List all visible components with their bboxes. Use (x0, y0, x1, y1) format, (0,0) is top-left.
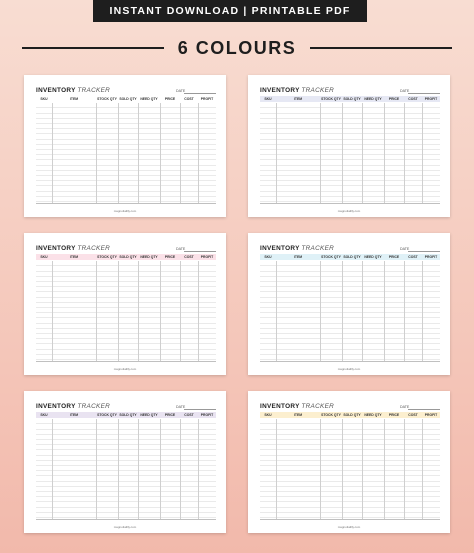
column-header: NEED QTY (364, 413, 382, 417)
column-header: PROFIT (424, 97, 438, 101)
column-header-row (260, 412, 440, 418)
column-divider (118, 261, 119, 361)
sheet-title (36, 245, 110, 252)
column-divider (320, 103, 321, 203)
column-divider (362, 103, 363, 203)
column-divider (160, 103, 161, 203)
heading-title: 6 COLOURS (177, 37, 297, 58)
column-header: NEED QTY (364, 255, 382, 259)
column-header: ITEM (69, 97, 79, 101)
column-header: SKU (40, 255, 48, 259)
column-divider (342, 261, 343, 361)
date-label: DATE (400, 405, 410, 409)
column-divider (422, 419, 423, 519)
table-rows (36, 103, 216, 204)
column-header: ITEM (69, 413, 79, 417)
sheet-title-bold: INVENTORY (260, 245, 300, 252)
column-divider (384, 419, 385, 519)
column-header: SKU (264, 97, 272, 101)
sheet-footer: magnolialilly.com (337, 367, 361, 371)
column-header: SOLD QTY (343, 97, 361, 101)
sheet-title-italic: TRACKER (77, 403, 111, 410)
column-header: PROFIT (200, 255, 214, 259)
column-header: COST (408, 413, 418, 417)
column-header: SOLD QTY (343, 413, 361, 417)
column-header: PRICE (164, 413, 176, 417)
sheet-title (36, 87, 110, 94)
column-header: COST (184, 413, 194, 417)
column-header: SOLD QTY (119, 97, 137, 101)
column-header: PRICE (388, 255, 400, 259)
column-divider (180, 103, 181, 203)
sheet-footer: magnolialilly.com (337, 209, 361, 213)
column-header: SKU (264, 413, 272, 417)
column-divider (362, 261, 363, 361)
sheet-title-bold: INVENTORY (36, 245, 76, 252)
column-header: ITEM (293, 97, 303, 101)
column-divider (96, 261, 97, 361)
sheet-title-bold: INVENTORY (260, 403, 300, 410)
date-label: DATE (176, 405, 186, 409)
sheet-footer: magnolialilly.com (113, 525, 137, 529)
column-header: PROFIT (200, 97, 214, 101)
heading-right-rule (310, 47, 452, 49)
sheet-title (260, 245, 334, 252)
column-header: COST (184, 97, 194, 101)
date-field-line (408, 93, 440, 94)
column-divider (96, 103, 97, 203)
column-header: NEED QTY (140, 255, 158, 259)
column-header: PRICE (164, 97, 176, 101)
column-divider (52, 103, 53, 203)
sheet-title-bold: INVENTORY (36, 403, 76, 410)
column-header: SKU (40, 97, 48, 101)
column-divider (276, 261, 277, 361)
column-header: ITEM (293, 413, 303, 417)
column-header: NEED QTY (140, 97, 158, 101)
heading-row (22, 36, 452, 60)
column-divider (384, 261, 385, 361)
column-header: STOCK QTY (97, 255, 117, 259)
column-divider (384, 103, 385, 203)
column-divider (404, 419, 405, 519)
column-header: STOCK QTY (97, 413, 117, 417)
sheet-footer: magnolialilly.com (113, 367, 137, 371)
column-divider (320, 419, 321, 519)
column-divider (52, 419, 53, 519)
column-header: ITEM (69, 255, 79, 259)
heading-left-rule (22, 47, 164, 49)
table-rows (260, 103, 440, 204)
column-header: SOLD QTY (343, 255, 361, 259)
column-divider (96, 419, 97, 519)
column-divider (342, 103, 343, 203)
column-divider (180, 261, 181, 361)
sheet-title-bold: INVENTORY (36, 87, 76, 94)
column-divider (160, 261, 161, 361)
date-field-line (184, 251, 216, 252)
column-divider (422, 261, 423, 361)
table-rows (36, 419, 216, 520)
column-header-row (36, 254, 216, 260)
date-label: DATE (176, 89, 186, 93)
sheet-title-italic: TRACKER (301, 87, 335, 94)
column-header: PROFIT (424, 255, 438, 259)
column-header-row (36, 96, 216, 102)
tracker-sheet-cream (248, 391, 450, 533)
column-header: SKU (264, 255, 272, 259)
column-header: STOCK QTY (321, 413, 341, 417)
column-divider (198, 261, 199, 361)
column-header: PRICE (388, 413, 400, 417)
date-field-line (408, 409, 440, 410)
column-divider (342, 419, 343, 519)
tracker-sheet-lilac (24, 391, 226, 533)
column-divider (118, 103, 119, 203)
column-divider (404, 261, 405, 361)
column-header: PRICE (388, 97, 400, 101)
column-divider (422, 103, 423, 203)
column-header: PROFIT (424, 413, 438, 417)
tracker-sheet-grey (24, 75, 226, 217)
sheet-footer: magnolialilly.com (113, 209, 137, 213)
table-rows (36, 261, 216, 362)
column-header: NEED QTY (140, 413, 158, 417)
sheet-title-italic: TRACKER (77, 87, 111, 94)
column-header-row (260, 254, 440, 260)
column-divider (52, 261, 53, 361)
tracker-sheet-blue (248, 233, 450, 375)
sheet-title (260, 403, 334, 410)
column-header: COST (184, 255, 194, 259)
column-divider (138, 261, 139, 361)
column-divider (320, 261, 321, 361)
date-field-line (184, 93, 216, 94)
column-divider (276, 419, 277, 519)
column-header: PRICE (164, 255, 176, 259)
column-header: ITEM (293, 255, 303, 259)
sheet-title-italic: TRACKER (301, 403, 335, 410)
sheet-title-italic: TRACKER (77, 245, 111, 252)
sheet-title (260, 87, 334, 94)
column-header: STOCK QTY (321, 97, 341, 101)
column-header-row (36, 412, 216, 418)
column-divider (362, 419, 363, 519)
column-divider (138, 419, 139, 519)
column-header: SOLD QTY (119, 255, 137, 259)
date-label: DATE (400, 247, 410, 251)
top-banner (93, 0, 367, 22)
column-header: STOCK QTY (321, 255, 341, 259)
column-header: NEED QTY (364, 97, 382, 101)
column-header-row (260, 96, 440, 102)
column-header: COST (408, 255, 418, 259)
date-field-line (408, 251, 440, 252)
sheet-title-bold: INVENTORY (260, 87, 300, 94)
tracker-sheet-pink (24, 233, 226, 375)
column-divider (180, 419, 181, 519)
column-divider (160, 419, 161, 519)
column-divider (276, 103, 277, 203)
column-header: STOCK QTY (97, 97, 117, 101)
column-header: COST (408, 97, 418, 101)
table-rows (260, 419, 440, 520)
column-header: PROFIT (200, 413, 214, 417)
tracker-sheet-lavender-grey (248, 75, 450, 217)
column-divider (138, 103, 139, 203)
column-divider (404, 103, 405, 203)
date-field-line (184, 409, 216, 410)
sheet-title-italic: TRACKER (301, 245, 335, 252)
column-divider (118, 419, 119, 519)
date-label: DATE (176, 247, 186, 251)
date-label: DATE (400, 89, 410, 93)
column-divider (198, 419, 199, 519)
column-header: SKU (40, 413, 48, 417)
column-divider (198, 103, 199, 203)
sheet-footer: magnolialilly.com (337, 525, 361, 529)
sheet-grid (24, 75, 450, 539)
table-rows (260, 261, 440, 362)
sheet-title (36, 403, 110, 410)
banner-text: INSTANT DOWNLOAD | PRINTABLE PDF (109, 5, 351, 17)
column-header: SOLD QTY (119, 413, 137, 417)
